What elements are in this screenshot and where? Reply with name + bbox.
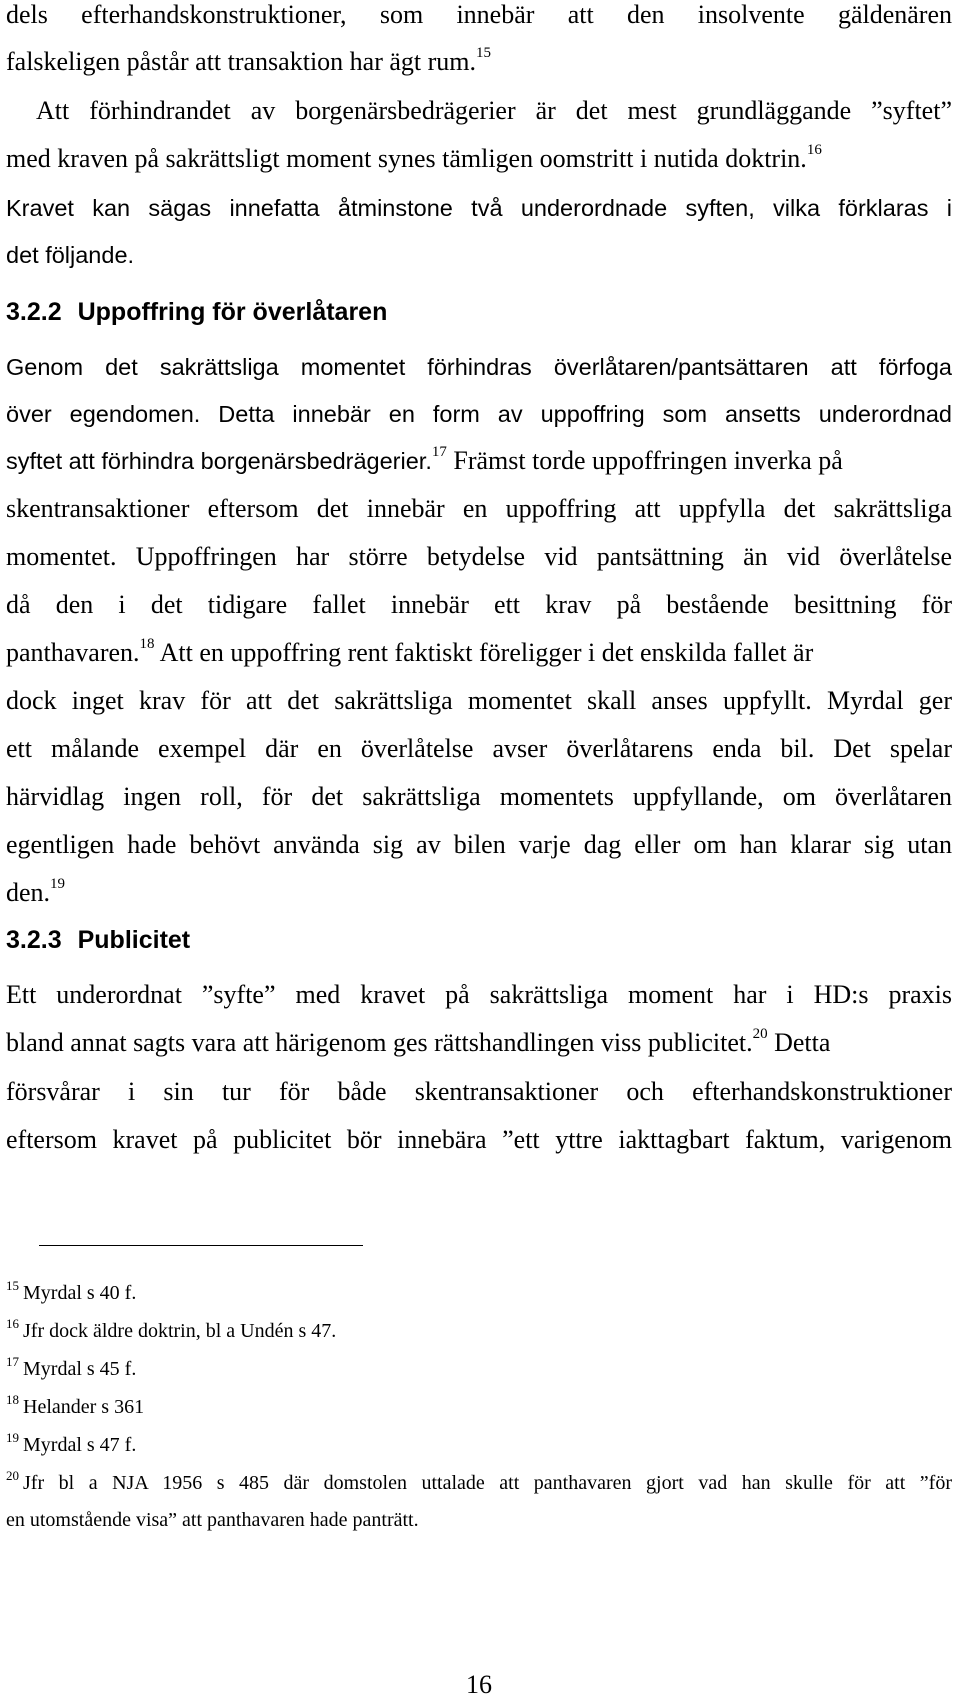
body-line: över egendomen. Detta innebär en form av uppoffring som ansetts underordnad [6,401,952,427]
footnote [6,1316,337,1343]
body-line: egentligen hade behövt använda sig av bilen varje dag eller om han klarar sig utan [6,830,952,859]
footnote-ref[interactable]: 16 [806,142,822,158]
footnote-ref[interactable]: 19 [50,876,66,892]
body-line: försvårar i sin tur för både skentransaktioner och efterhandskonstruktioner [6,1077,952,1106]
body-line: Att förhindrandet av borgenärsbedrägerier är det mest grundläggande ”syftet” [36,96,952,125]
page-number: 16 [466,1670,492,1699]
body-line: syftet att förhindra borgenärsbedrägerier.$^{17}$ Främst torde uppoffringen inverka på [6,444,843,475]
section-title: Uppoffring för överlåtaren [77,298,388,326]
body-line: bland annat sagts vara att härigenom ges rättshandlingen viss publicitet.$^{20}$ Detta [6,1026,831,1057]
footnote-ref[interactable]: 20 [752,1026,768,1042]
footnote-continuation [6,1508,419,1532]
footnote [6,1278,137,1305]
section-heading [6,297,387,327]
body-line: panthavaren.$^{18}$ Att en uppoffring rent faktiskt föreligger i det enskilda fallet är [6,636,814,667]
body-line: härvidlag ingen roll, för det sakrättsliga momentets uppfyllande, om överlåtaren [6,782,952,811]
footnote-text: Myrdal s 47 f. [23,1434,137,1456]
body-line: Ett underordnat ”syfte” med kravet på sakrättsliga moment har i HD:s praxis [6,980,952,1009]
footnote-number: 15 [6,1278,19,1293]
footnote [6,1392,145,1419]
section-title: Publicitet [77,926,191,954]
body-line: då den i det tidigare fallet innebär ett krav på bestående besittning för [6,590,952,619]
section-heading [6,925,190,955]
footnote-ref[interactable]: 18 [139,636,155,652]
body-line: den.$^{19}$ [6,876,66,907]
body-line: dock inget krav för att det sakrättsliga momentet skall anses uppfyllt. Myrdal ger [6,686,952,715]
footnote-number: 20 [6,1468,19,1483]
section-number: 3.2.3 [6,926,62,954]
body-line: dels efterhandskonstruktioner, som innebär att den insolvente gäldenären [6,0,952,29]
body-line: Kravet kan sägas innefatta åtminstone två underordnade syften, vilka förklaras i [6,195,952,221]
footnote [6,1354,137,1381]
footnote-separator [39,1245,363,1246]
body-line: ett målande exempel där en överlåtelse avser överlåtarens enda bil. Det spelar [6,734,952,763]
body-line: Genom det sakrättsliga momentet förhindras överlåtaren/pantsättaren att förfoga [6,354,952,380]
footnote-text: Myrdal s 40 f. [23,1282,137,1304]
body-line: momentet. Uppoffringen har större betydelse vid pantsättning än vid överlåtelse [6,542,952,571]
footnote-ref[interactable]: 15 [476,45,492,61]
body-line: med kraven på sakrättsligt moment synes tämligen oomstritt i nutida doktrin.$^{16}$ [6,142,822,173]
body-line: falskeligen påstår att transaktion har ägt rum.$^{15}$ [6,45,492,76]
body-line: eftersom kravet på publicitet bör innebära ”ett yttre iakttagbart faktum, varigenom [6,1125,952,1154]
footnote-number: 18 [6,1392,19,1407]
footnote-ref[interactable]: 17 [431,444,447,460]
body-line: skentransaktioner eftersom det innebär en uppoffring att uppfylla det sakrättsliga [6,494,952,523]
footnote-text: Jfr bl a NJA 1956 s 485 där domstolen uttalade att panthavaren gjort vad han skulle för att ”för [23,1472,952,1494]
footnote-number: 16 [6,1316,19,1331]
footnote-text: Helander s 361 [23,1396,145,1418]
body-line: det följande. [6,242,135,268]
section-number: 3.2.2 [6,298,62,326]
footnote-number: 17 [6,1354,19,1369]
footnote-text: Jfr dock äldre doktrin, bl a Undén s 47. [23,1320,337,1342]
footnote [6,1430,137,1457]
footnote-text: Myrdal s 45 f. [23,1358,137,1380]
footnote [6,1468,952,1495]
footnote-text: en utomstående visa” att panthavaren hade panträtt. [6,1509,419,1531]
footnote-number: 19 [6,1430,19,1445]
